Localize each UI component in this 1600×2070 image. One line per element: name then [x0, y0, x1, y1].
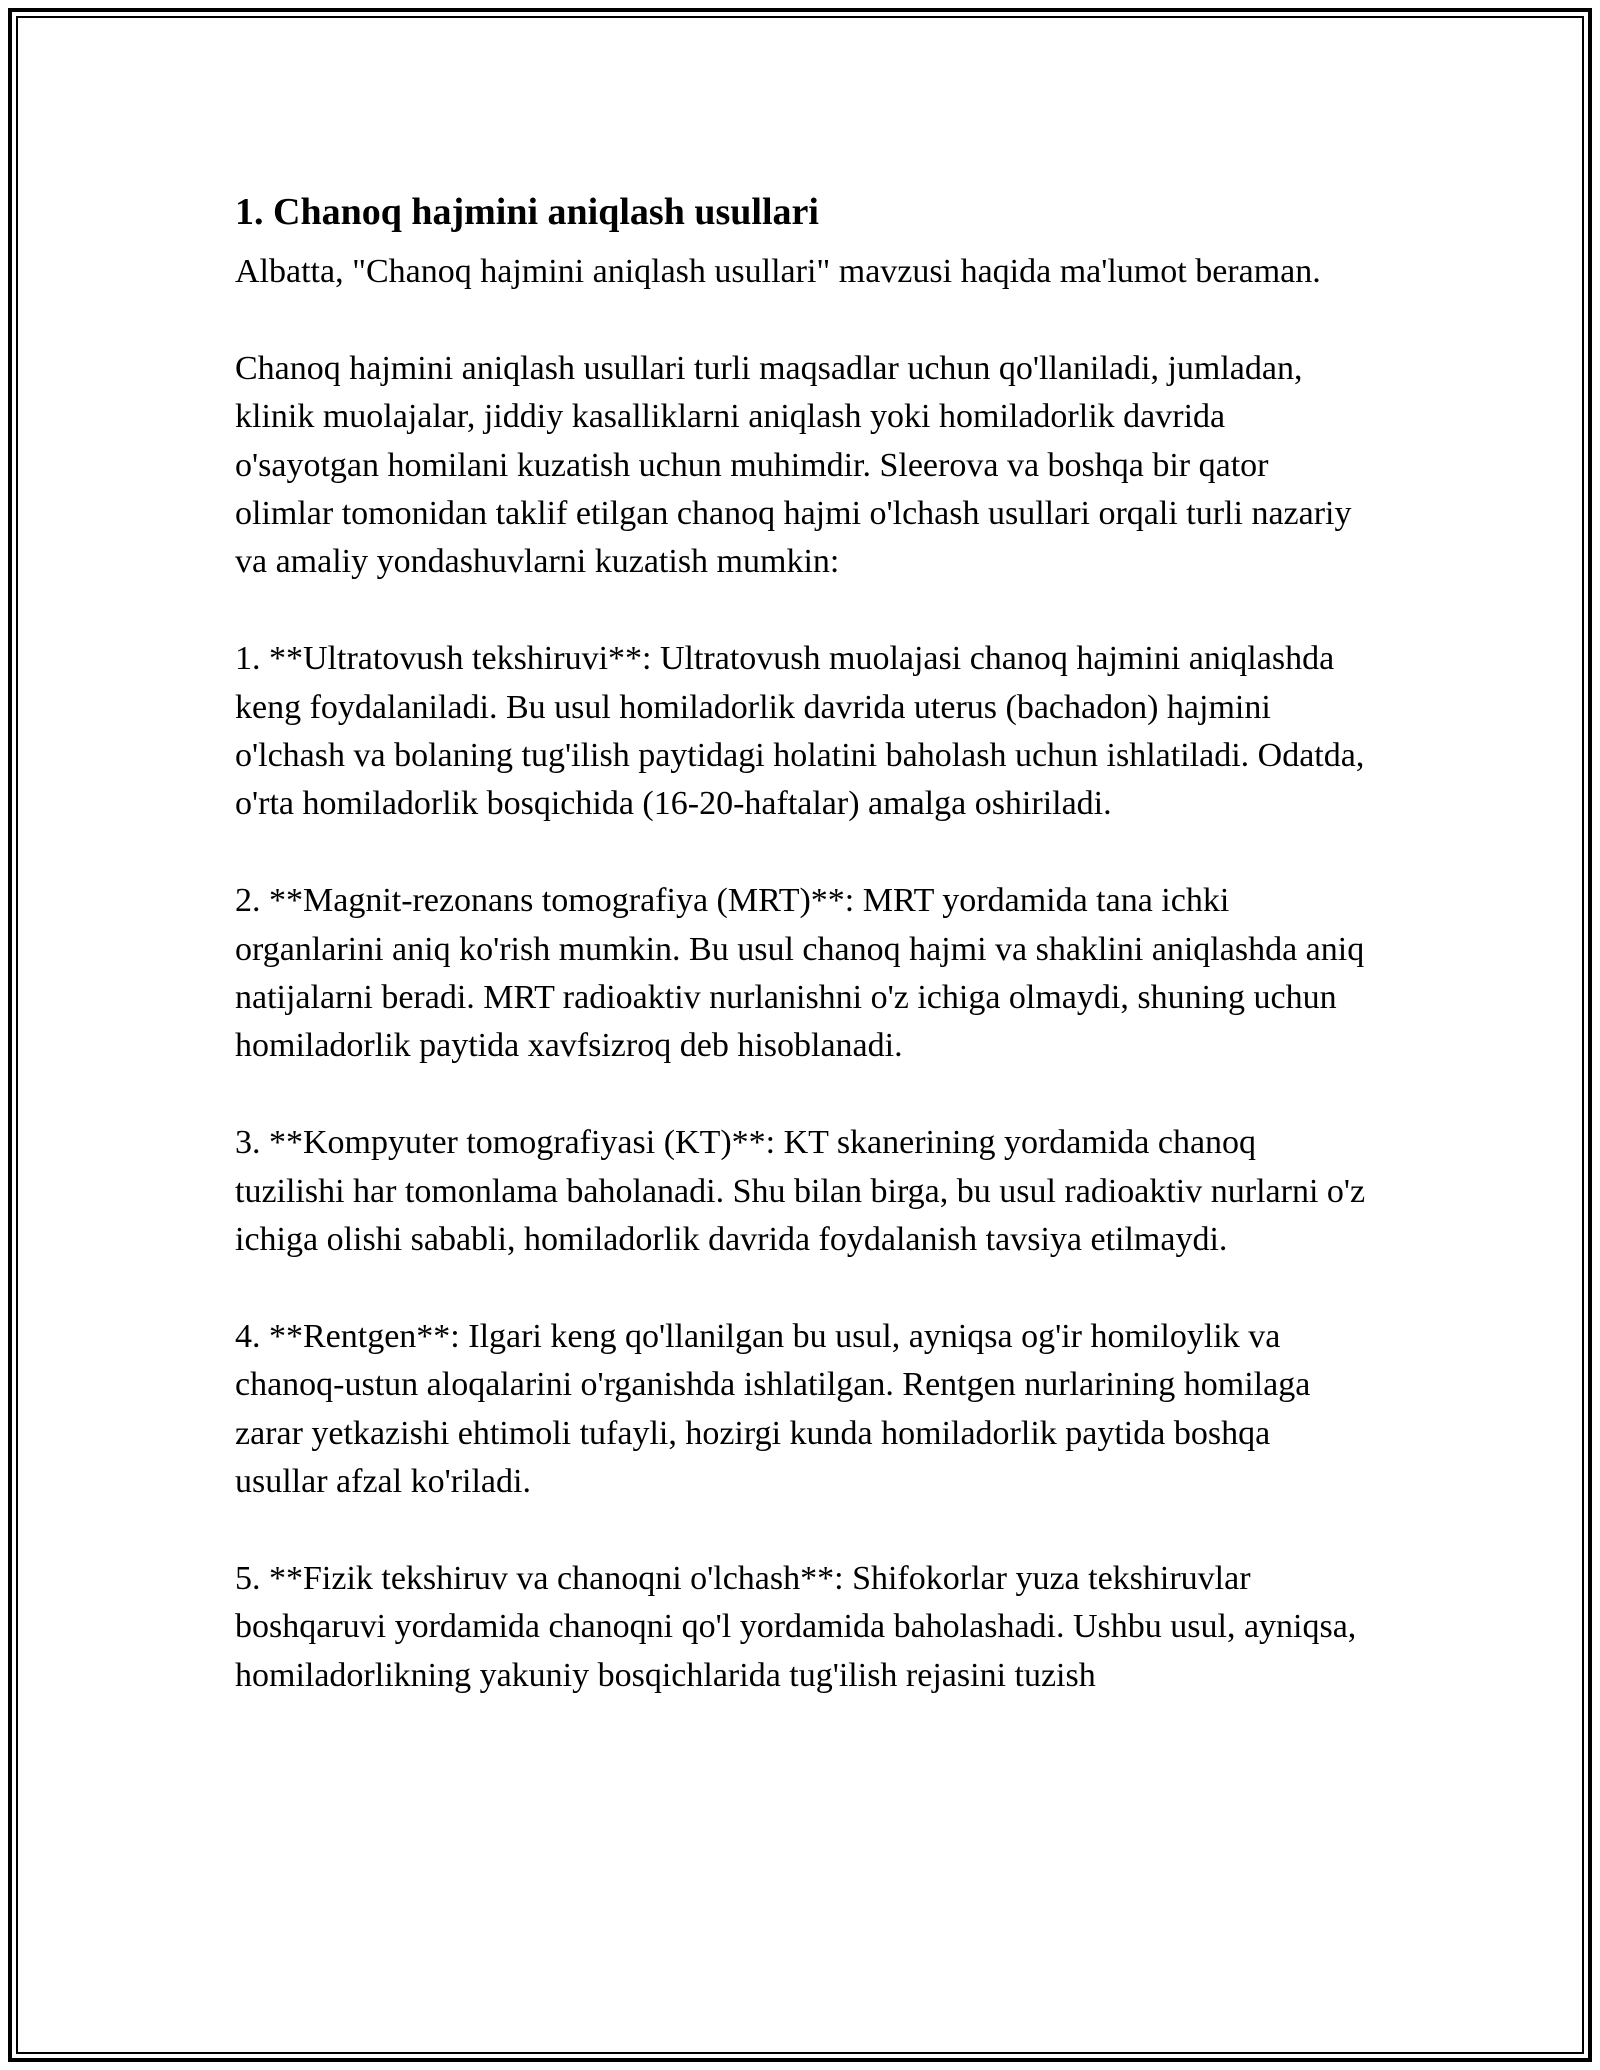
paragraph-intro: Albatta, "Chanoq hajmini aniqlash usullari" mavzusi haqida ma'lumot beraman.	[235, 253, 1321, 290]
paragraph-overview: Chanoq hajmini aniqlash usullari turli maqsadlar uchun qo'llaniladi, jumladan, klinik muolajalar, jiddiy kasalliklarni aniqlash yoki homiladorlik davrida o'sayotgan homilani kuzatish uchun muhimdir. Sleerova va boshqa bir qator olimlar tomonidan taklif etilgan chanoq hajmi o'lchash usullari orqali turli nazariy va amaliy yondashuvlarni kuzatish mumkin:	[235, 349, 1352, 581]
paragraph-ct: 3. **Kompyuter tomografiyasi (KT)**: KT skanerining yordamida chanoq tuzilishi har tomonlama baholanadi. Shu bilan birga, bu usul radioaktiv nurlarni o'z ichiga olishi sababli, homiladorlik davrida foydalanish tavsiya etilmaydi.	[235, 1124, 1366, 1259]
paragraph-ultrasound: 1. **Ultratovush tekshiruvi**: Ultratovush muolajasi chanoq hajmini aniqlashda keng foydalaniladi. Bu usul homiladorlik davrida uterus (bachadon) hajmini o'lchash va bolaning tug'ilish paytidagi holatini baholash uchun ishlatiladi. Odatda, o'rta homiladorlik bosqichida (16-20-haftalar) amalga oshiriladi.	[235, 640, 1365, 823]
paragraph-xray: 4. **Rentgen**: Ilgari keng qo'llanilgan bu usul, ayniqsa og'ir homiloylik va chanoq-ustun aloqalarini o'rganishda ishlatilgan. Rentgen nurlarining homilaga zarar yetkazishi ehtimoli tufayli, hozirgi kunda homiladorlik paytida boshqa usullar afzal ko'riladi.	[235, 1317, 1311, 1501]
document-heading: 1. Chanoq hajmini aniqlash usullari	[235, 191, 819, 233]
document-body	[235, 186, 1370, 1748]
paragraph-mrt: 2. **Magnit-rezonans tomografiya (MRT)**: MRT yordamida tana ichki organlarini aniq ko'rish mumkin. Bu usul chanoq hajmi va shaklini aniqlashda aniq natijalarni beradi. MRT radioaktiv nurlanishni o'z ichiga olmaydi, shuning uchun homiladorlik paytida xavfsizroq deb hisoblanadi.	[235, 882, 1365, 1065]
paragraph-physical-exam: 5. **Fizik tekshiruv va chanoqni o'lchash**: Shifokorlar yuza tekshiruvlar boshqaruvi yordamida chanoqni qo'l yordamida baholashadi. Ushbu usul, ayniqsa, homiladorlikning yakuniy bosqichlarida tug'ilish rejasini tuzish	[235, 1559, 1357, 1694]
